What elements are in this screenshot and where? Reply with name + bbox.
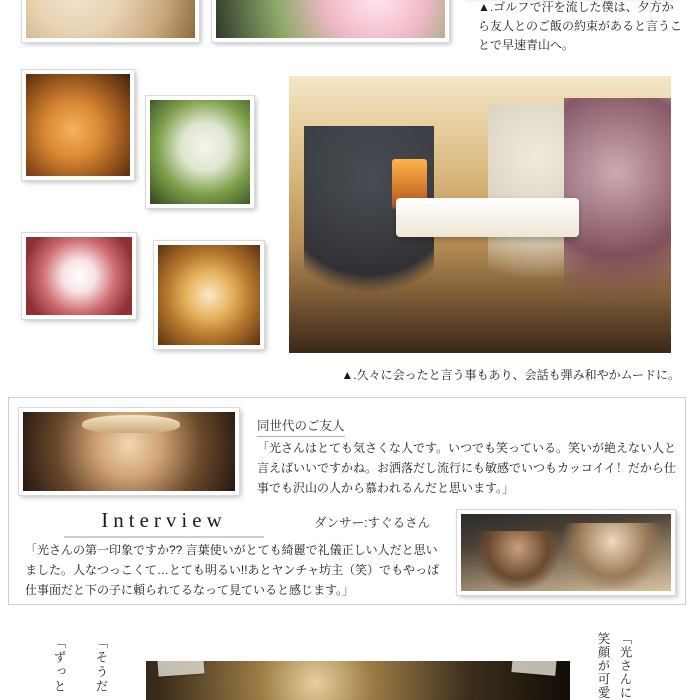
photo-inner	[26, 0, 195, 38]
photo-table	[396, 198, 579, 237]
photo-food-table-top-left	[22, 0, 199, 42]
bottom-vertical-text-2: 「そうだ	[94, 636, 108, 694]
photo-hat	[82, 415, 180, 432]
photo-dancer-duo	[457, 510, 675, 595]
bottom-vertical-text-1: 「ずっと	[52, 636, 66, 694]
photo-inner	[150, 100, 250, 204]
photo-bottom-night-scene	[146, 661, 570, 700]
friend-quote-text: 「光さんはとても気さくな人です。いつでも笑っている。笑いが絶えない人と言えばいいですかね。お洒落だし流行にも敏感でいつもカッコイイ！だから仕事でも沢山の人から慕われるんだと思います。」	[257, 441, 677, 495]
photo-inner	[26, 74, 130, 176]
photo-friend-portrait	[19, 408, 239, 495]
photo-person-right	[564, 98, 671, 347]
dancer-name-label: ダンサー:すぐるさん	[314, 516, 431, 530]
friend-section-title: 同世代のご友人	[257, 416, 345, 437]
photo-terrace-people-top	[212, 0, 449, 42]
photo-restaurant-scene	[289, 76, 671, 353]
photo-food-salad	[146, 96, 254, 208]
caption-top-right: ▲.ゴルフで汗を流した僕は、夕方から友人とのご飯の約束があると言うことで早速青山へ。	[478, 0, 683, 52]
photo-dancer-a	[474, 531, 562, 590]
photo-food-jamon	[22, 233, 136, 319]
photo-food-shrimp	[154, 241, 264, 349]
interview-heading: Interview	[64, 508, 264, 538]
photo-dancer-b	[562, 523, 663, 589]
photo-inner	[216, 0, 445, 38]
photo-inner	[26, 237, 132, 315]
photo-inner	[158, 245, 260, 345]
photo-inner	[146, 661, 570, 700]
dancer-quote-text: 「光さんの第一印象ですか?? 言葉使いがとても綺麗で礼儀正しい人だと思いました。人なつっこくて…とても明るい!!あとヤンチャ坊主（笑）でもやっぱ仕事面だと下の子に頼られてるなって見ていると感じます。」	[25, 543, 440, 597]
photo-food-chicken	[22, 70, 134, 180]
interview-panel	[8, 397, 686, 605]
bottom-vertical-text-3: 「光さんに笑顔が可愛	[596, 632, 632, 700]
caption-restaurant: ▲.久々に会ったと言う事もあり、会話も弾み和やかムードに。	[341, 368, 680, 382]
